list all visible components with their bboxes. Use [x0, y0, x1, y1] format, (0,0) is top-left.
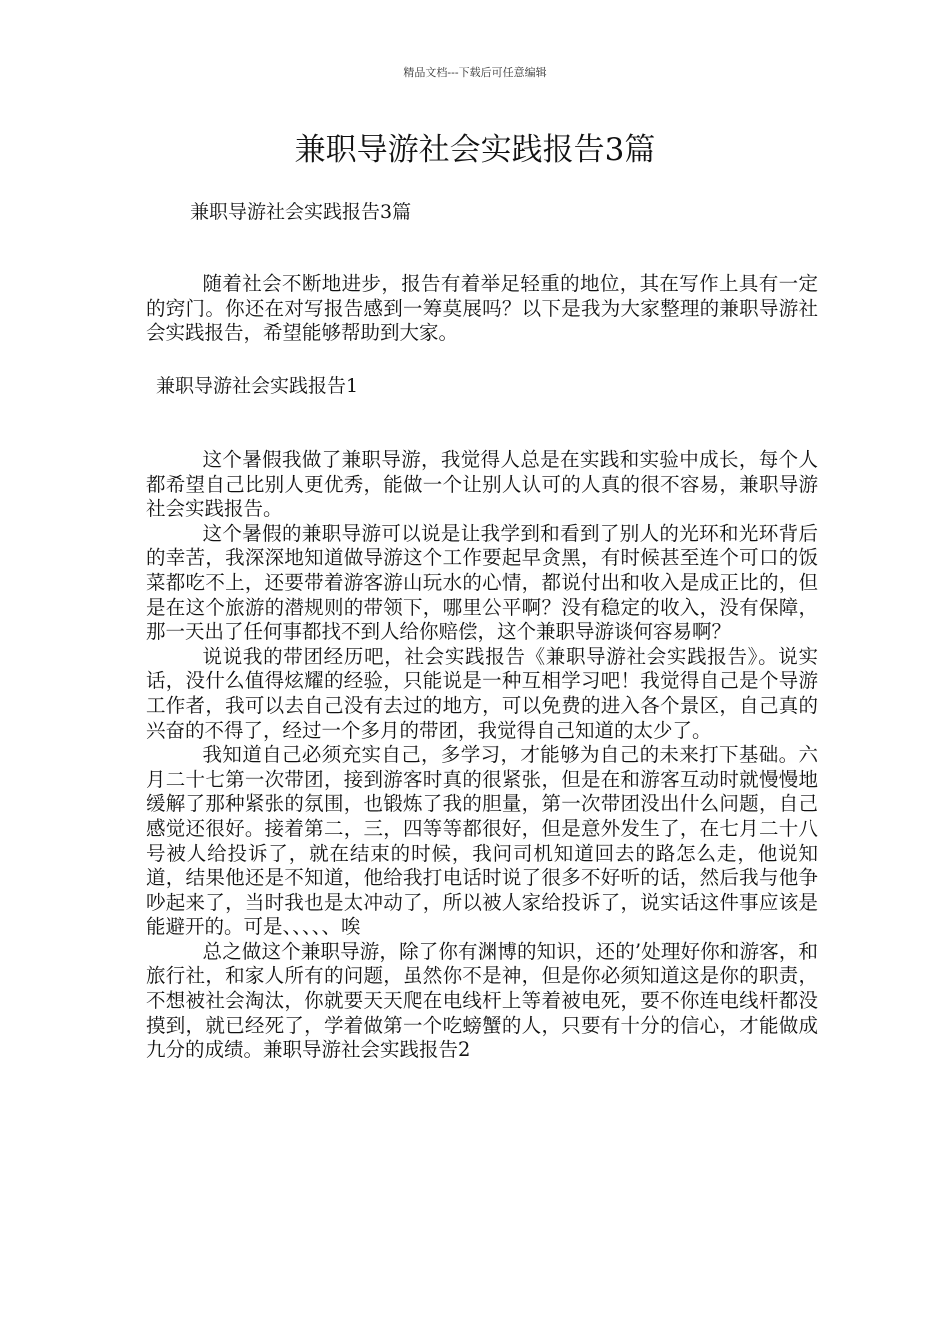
body-paragraph-3: 说说我的带团经历吧，社会实践报告《兼职导游社会实践报告》。说实话，没什么值得炫耀的经验，只能说是一种互相学习吧！我觉得自己是个导游工作者，我可以去自己没有去过的地方，可以免费的进入各个景区，自己真的兴奋的不得了，经过一个多月的带团，我觉得自己知道的太少了。 — [146, 644, 818, 742]
section-heading: 兼职导游社会实践报告1 — [156, 375, 359, 397]
report-body — [146, 448, 818, 1063]
body-paragraph-5: 总之做这个兼职导游，除了你有渊博的知识，还的’处理好你和游客，和旅行社，和家人所有的问题，虽然你不是神，但是你必须知道这是你的职责，不想被社会淘汰，你就要天天爬在电线杆上等着被电死，要不你连电线杆都没摸到，就已经死了，学着做第一个吃螃蟹的人，只要有十分的信心，才能做成九分的成绩。兼职导游社会实践报告2 — [146, 939, 818, 1062]
body-paragraph-1: 这个暑假我做了兼职导游，我觉得人总是在实践和实验中成长，每个人都希望自己比别人更优秀，能做一个让别人认可的人真的很不容易，兼职导游社会实践报告。 — [146, 448, 818, 521]
body-paragraph-2: 这个暑假的兼职导游可以说是让我学到和看到了别人的光环和光环背后的幸苦，我深深地知道做导游这个工作要起早贪黑，有时候甚至连个可口的饭菜都吃不上，还要带着游客游山玩水的心情，都说付出和收入是成正比的，但是在这个旅游的潜规则的带领下，哪里公平啊？没有稳定的收入，没有保障，那一天出了任何事都找不到人给你赔偿，这个兼职导游谈何容易啊？ — [146, 521, 818, 644]
intro-paragraph: 随着社会不断地进步，报告有着举足轻重的地位，其在写作上具有一定的窍门。你还在对写报告感到一筹莫展吗？以下是我为大家整理的兼职导游社会实践报告，希望能够帮助到大家。 — [146, 272, 818, 345]
header-note: 精品文档---下载后可任意编辑 — [403, 66, 547, 79]
body-paragraph-4: 我知道自己必须充实自己，多学习，才能够为自己的未来打下基础。六月二十七第一次带团，接到游客时真的很紧张，但是在和游客互动时就慢慢地缓解了那种紧张的氛围，也锻炼了我的胆量，第一次带团没出什么问题，自己感觉还很好。接着第二，三，四等等都很好，但是意外发生了，在七月二十八号被人给投诉了，就在结束的时候，我问司机知道回去的路怎么走，他说知道，结果他还是不知道，他给我打电话时说了很多不好听的话，然后我与他争吵起来了，当时我也是太冲动了，所以被人家给投诉了，说实话这件事应该是能避开的。可是、、、、、唉 — [146, 743, 818, 939]
document-title: 兼职导游社会实践报告3篇 — [294, 132, 656, 168]
document-subtitle: 兼职导游社会实践报告3篇 — [190, 201, 412, 223]
